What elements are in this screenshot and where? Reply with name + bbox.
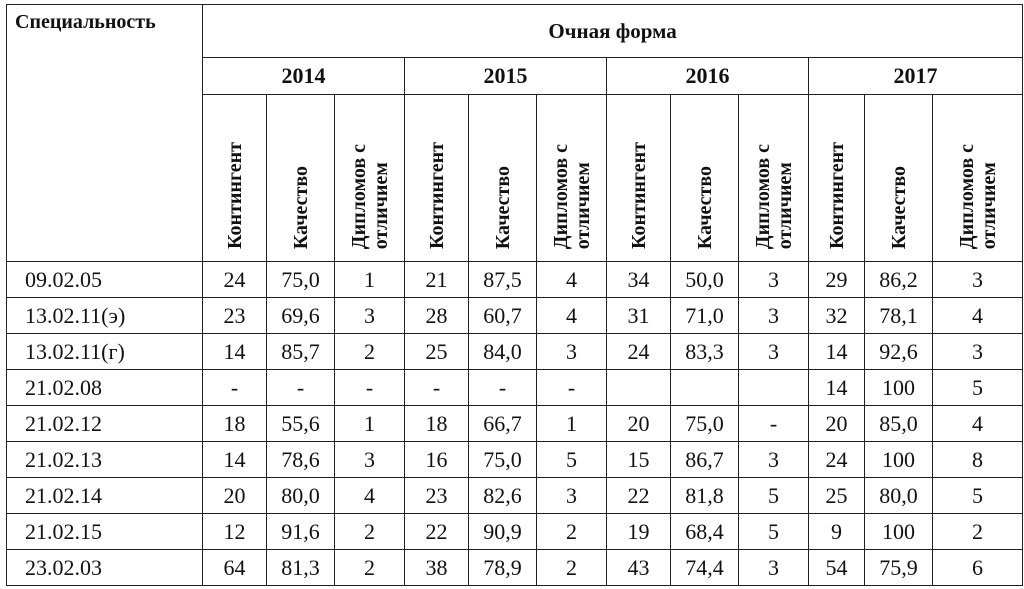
table-cell: 92,6 <box>865 334 933 370</box>
table-cell: 100 <box>865 442 933 478</box>
table-cell: 75,0 <box>267 262 335 298</box>
header-label: Качество <box>491 165 514 249</box>
contingent-header-2015 <box>405 95 469 262</box>
table-cell: 16 <box>405 442 469 478</box>
table-row <box>7 370 1023 406</box>
table-cell: 87,5 <box>469 262 537 298</box>
year-header-2016: 2016 <box>607 58 809 95</box>
table-cell: 14 <box>203 442 267 478</box>
table-cell: 84,0 <box>469 334 537 370</box>
table-cell: 18 <box>405 406 469 442</box>
table-cell: 5 <box>739 478 809 514</box>
table-cell: 25 <box>405 334 469 370</box>
table-cell: 91,6 <box>267 514 335 550</box>
table-cell: 4 <box>933 298 1023 334</box>
quality-header-2016 <box>671 95 739 262</box>
table-cell: 18 <box>203 406 267 442</box>
table-cell: 3 <box>537 478 607 514</box>
table-cell: 2 <box>537 514 607 550</box>
specialty-code: 21.02.14 <box>7 478 203 514</box>
table-cell: 4 <box>537 298 607 334</box>
table-cell: 5 <box>537 442 607 478</box>
table-row <box>7 550 1023 586</box>
table-cell: 34 <box>607 262 671 298</box>
table-cell: 2 <box>933 514 1023 550</box>
table-cell: 4 <box>537 262 607 298</box>
table-cell: 3 <box>739 442 809 478</box>
table-cell: 75,0 <box>671 406 739 442</box>
table-cell: 78,9 <box>469 550 537 586</box>
quality-header-2017 <box>865 95 933 262</box>
table-cell: 68,4 <box>671 514 739 550</box>
table-cell: 21 <box>405 262 469 298</box>
table-cell: 64 <box>203 550 267 586</box>
table-cell: 2 <box>537 550 607 586</box>
table-cell <box>671 370 739 406</box>
table-cell: 24 <box>203 262 267 298</box>
table-cell: 86,7 <box>671 442 739 478</box>
table-cell: 12 <box>203 514 267 550</box>
table-cell: 85,7 <box>267 334 335 370</box>
results-table <box>6 4 1023 586</box>
table-cell: 43 <box>607 550 671 586</box>
table-cell: 5 <box>933 370 1023 406</box>
table-cell: 14 <box>809 370 865 406</box>
table-row <box>7 298 1023 334</box>
table-cell: 80,0 <box>267 478 335 514</box>
table-cell: 31 <box>607 298 671 334</box>
contingent-header-2017 <box>809 95 865 262</box>
table-cell: 9 <box>809 514 865 550</box>
table-cell: - <box>739 406 809 442</box>
header-label: Качество <box>289 165 312 249</box>
table-cell: 54 <box>809 550 865 586</box>
table-row <box>7 406 1023 442</box>
honors-diplomas-header-2014 <box>335 95 405 262</box>
header-label: Контингент <box>425 142 448 249</box>
table-cell: 78,1 <box>865 298 933 334</box>
header-label: Дипломов с отличием <box>549 143 594 249</box>
table-cell: 5 <box>933 478 1023 514</box>
table-cell: 14 <box>203 334 267 370</box>
header-label: Качество <box>693 165 716 249</box>
table-cell: 69,6 <box>267 298 335 334</box>
table-row <box>7 442 1023 478</box>
table-cell <box>607 370 671 406</box>
honors-diplomas-header-2015 <box>537 95 607 262</box>
table-cell: 90,9 <box>469 514 537 550</box>
table-cell: 14 <box>809 334 865 370</box>
table-cell: - <box>335 370 405 406</box>
table-cell: 55,6 <box>267 406 335 442</box>
table-cell: 5 <box>739 514 809 550</box>
table-cell: 2 <box>335 334 405 370</box>
table-cell: 20 <box>607 406 671 442</box>
table-cell: 74,4 <box>671 550 739 586</box>
header-label: Дипломов с отличием <box>751 143 796 249</box>
table-cell: 3 <box>739 550 809 586</box>
specialty-code: 21.02.08 <box>7 370 203 406</box>
table-row <box>7 478 1023 514</box>
specialty-header: Специальность <box>7 5 203 262</box>
table-cell: 19 <box>607 514 671 550</box>
table-cell: 28 <box>405 298 469 334</box>
table-cell: 66,7 <box>469 406 537 442</box>
specialty-code: 13.02.11(э) <box>7 298 203 334</box>
table-cell: - <box>537 370 607 406</box>
table-cell: 25 <box>809 478 865 514</box>
table-cell: 8 <box>933 442 1023 478</box>
honors-diplomas-header-2016 <box>739 95 809 262</box>
table-cell: 75,0 <box>469 442 537 478</box>
table-cell: 86,2 <box>865 262 933 298</box>
table-cell: 100 <box>865 514 933 550</box>
table-cell: 81,8 <box>671 478 739 514</box>
table-cell: 100 <box>865 370 933 406</box>
table-cell: 20 <box>203 478 267 514</box>
table-cell: 23 <box>405 478 469 514</box>
header-label: Контингент <box>627 142 650 249</box>
specialty-code: 21.02.12 <box>7 406 203 442</box>
quality-header-2015 <box>469 95 537 262</box>
table-cell: 6 <box>933 550 1023 586</box>
table-cell: 3 <box>739 262 809 298</box>
table-cell: 3 <box>739 334 809 370</box>
table-cell: 3 <box>933 334 1023 370</box>
quality-header-2014 <box>267 95 335 262</box>
table-cell: - <box>203 370 267 406</box>
table-cell: 1 <box>335 262 405 298</box>
table-cell: 38 <box>405 550 469 586</box>
header-label: Качество <box>887 165 910 249</box>
table-cell: 81,3 <box>267 550 335 586</box>
table-cell: 80,0 <box>865 478 933 514</box>
table-cell: 29 <box>809 262 865 298</box>
header-label: Дипломов с отличием <box>347 143 392 249</box>
header-label: Дипломов с отличием <box>955 143 1000 249</box>
table-cell: 3 <box>335 442 405 478</box>
contingent-header-2016 <box>607 95 671 262</box>
table-cell: 22 <box>405 514 469 550</box>
specialty-code: 13.02.11(г) <box>7 334 203 370</box>
table-cell: - <box>267 370 335 406</box>
table-cell: 3 <box>739 298 809 334</box>
table-cell: 24 <box>607 334 671 370</box>
specialty-code: 21.02.15 <box>7 514 203 550</box>
year-header-2015: 2015 <box>405 58 607 95</box>
year-header-2017: 2017 <box>809 58 1023 95</box>
form-header: Очная форма <box>203 5 1023 58</box>
header-label: Контингент <box>223 142 246 249</box>
table-cell: 32 <box>809 298 865 334</box>
table-cell: 60,7 <box>469 298 537 334</box>
contingent-header-2014 <box>203 95 267 262</box>
table-row <box>7 334 1023 370</box>
table-cell: 15 <box>607 442 671 478</box>
table-cell: 85,0 <box>865 406 933 442</box>
table-cell: 2 <box>335 514 405 550</box>
header-label: Контингент <box>825 142 848 249</box>
specialty-code: 21.02.13 <box>7 442 203 478</box>
table-row <box>7 514 1023 550</box>
table-cell: 78,6 <box>267 442 335 478</box>
table-cell: - <box>405 370 469 406</box>
table-cell: 3 <box>933 262 1023 298</box>
table-cell: 83,3 <box>671 334 739 370</box>
table-cell: 23 <box>203 298 267 334</box>
table-cell: 71,0 <box>671 298 739 334</box>
table-cell: 24 <box>809 442 865 478</box>
table-cell: 2 <box>335 550 405 586</box>
table-cell: - <box>469 370 537 406</box>
year-header-2014: 2014 <box>203 58 405 95</box>
table-cell: 75,9 <box>865 550 933 586</box>
table-cell: 4 <box>933 406 1023 442</box>
table-cell <box>739 370 809 406</box>
specialty-code: 23.02.03 <box>7 550 203 586</box>
table-cell: 1 <box>335 406 405 442</box>
specialty-code: 09.02.05 <box>7 262 203 298</box>
table-cell: 3 <box>537 334 607 370</box>
table-cell: 4 <box>335 478 405 514</box>
table-cell: 3 <box>335 298 405 334</box>
table-cell: 22 <box>607 478 671 514</box>
table-cell: 20 <box>809 406 865 442</box>
honors-diplomas-header-2017 <box>933 95 1023 262</box>
table-row <box>7 262 1023 298</box>
table-cell: 82,6 <box>469 478 537 514</box>
table-cell: 1 <box>537 406 607 442</box>
table-cell: 50,0 <box>671 262 739 298</box>
